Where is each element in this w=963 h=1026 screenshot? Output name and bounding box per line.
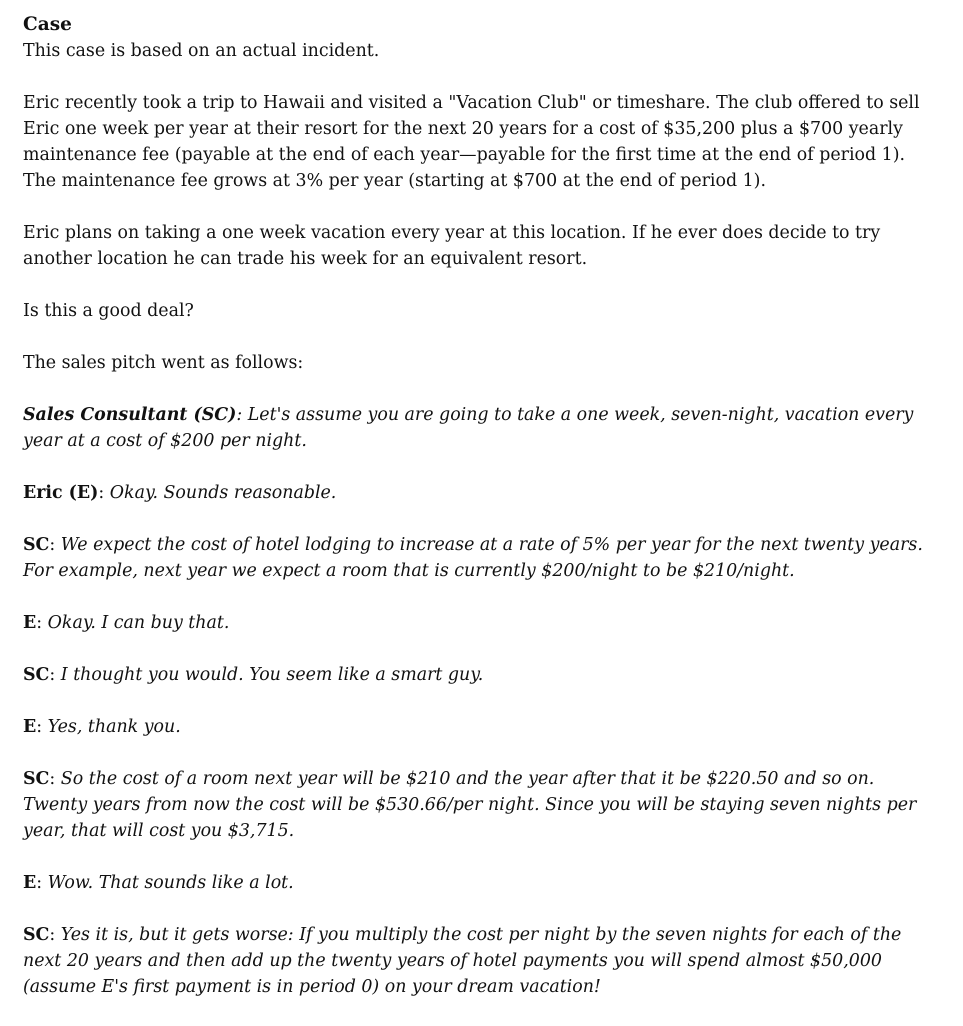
dialog-speaker: SC [23, 925, 50, 945]
dialog-text: I thought you would. You seem like a smart guy. [55, 665, 484, 685]
dialog-separator: : [49, 665, 56, 685]
dialog-speaker: Eric (E) [23, 483, 99, 503]
dialog-text: Wow. That sounds like a lot. [42, 873, 294, 893]
dialog-line [23, 922, 938, 1000]
dialog-line [23, 480, 938, 506]
dialog-text: Yes, thank you. [42, 717, 181, 737]
dialog-speaker: SC [23, 665, 50, 685]
dialog-line [23, 402, 938, 454]
dialog-separator: : [36, 613, 43, 633]
dialog-separator: : [236, 405, 243, 425]
dialog-separator: : [49, 769, 56, 789]
dialog-line [23, 662, 938, 688]
case-title: Case [23, 14, 72, 35]
dialog-speaker: SC [23, 535, 50, 555]
dialog-separator: : [49, 925, 56, 945]
dialog-text: So the cost of a room next year will be $210 and the year after that it be $220.50 and so on. Twenty years from now the cost will be $530.66/per night. Since you will be staying seven nights per year, that will cost you $3,715. [23, 769, 917, 841]
dialog-text: Okay. I can buy that. [42, 613, 230, 633]
dialog-speaker: SC [23, 769, 50, 789]
intro-text: This case is based on an actual incident. [23, 41, 380, 61]
paragraph-plans: Eric plans on taking a one week vacation every year at this location. If he ever does decide to try another location he can trade his week for an equivalent resort. [23, 223, 881, 269]
dialog-separator: : [98, 483, 105, 503]
dialog-speaker: E [23, 873, 37, 893]
dialog-line [23, 610, 938, 636]
dialog-text: Okay. Sounds reasonable. [104, 483, 337, 503]
paragraph-offer: Eric recently took a trip to Hawaii and visited a "Vacation Club" or timeshare. The club offered to sell Eric one week per year at their resort for the next 20 years for a cost of $35,200 plus a $700 yearly maintenance fee (payable at the end of each year—payable for the first time at the end of period 1). The maintenance fee grows at 3% per year (starting at $700 at the end of period 1). [23, 93, 920, 191]
dialog-speaker: E [23, 717, 37, 737]
dialog-text: Let's assume you are going to take a one week, seven-night, vacation every year at a cost of $200 per night. [23, 405, 914, 451]
dialog-line [23, 870, 938, 896]
dialog-speaker: E [23, 613, 37, 633]
dialog-text: We expect the cost of hotel lodging to increase at a rate of 5% per year for the next twenty years. For example, next year we expect a room that is currently $200/night to be $210/night. [23, 535, 923, 581]
dialog-line [23, 714, 938, 740]
dialog-line [23, 532, 938, 584]
dialog-separator: : [36, 873, 43, 893]
dialog-line [23, 766, 938, 844]
dialog-separator: : [49, 535, 56, 555]
paragraph-pitch-intro: The sales pitch went as follows: [23, 353, 304, 373]
paragraph-question: Is this a good deal? [23, 301, 194, 321]
case-document [23, 12, 938, 1026]
dialog-speaker: Sales Consultant (SC) [23, 405, 237, 425]
dialog-separator: : [36, 717, 43, 737]
dialog-text: Yes it is, but it gets worse: If you multiply the cost per night by the seven nights for each of the next 20 years and then add up the twenty years of hotel payments you will spend almost $50,000 (assume E's first payment is in period 0) on your dream vacation! [23, 925, 902, 997]
